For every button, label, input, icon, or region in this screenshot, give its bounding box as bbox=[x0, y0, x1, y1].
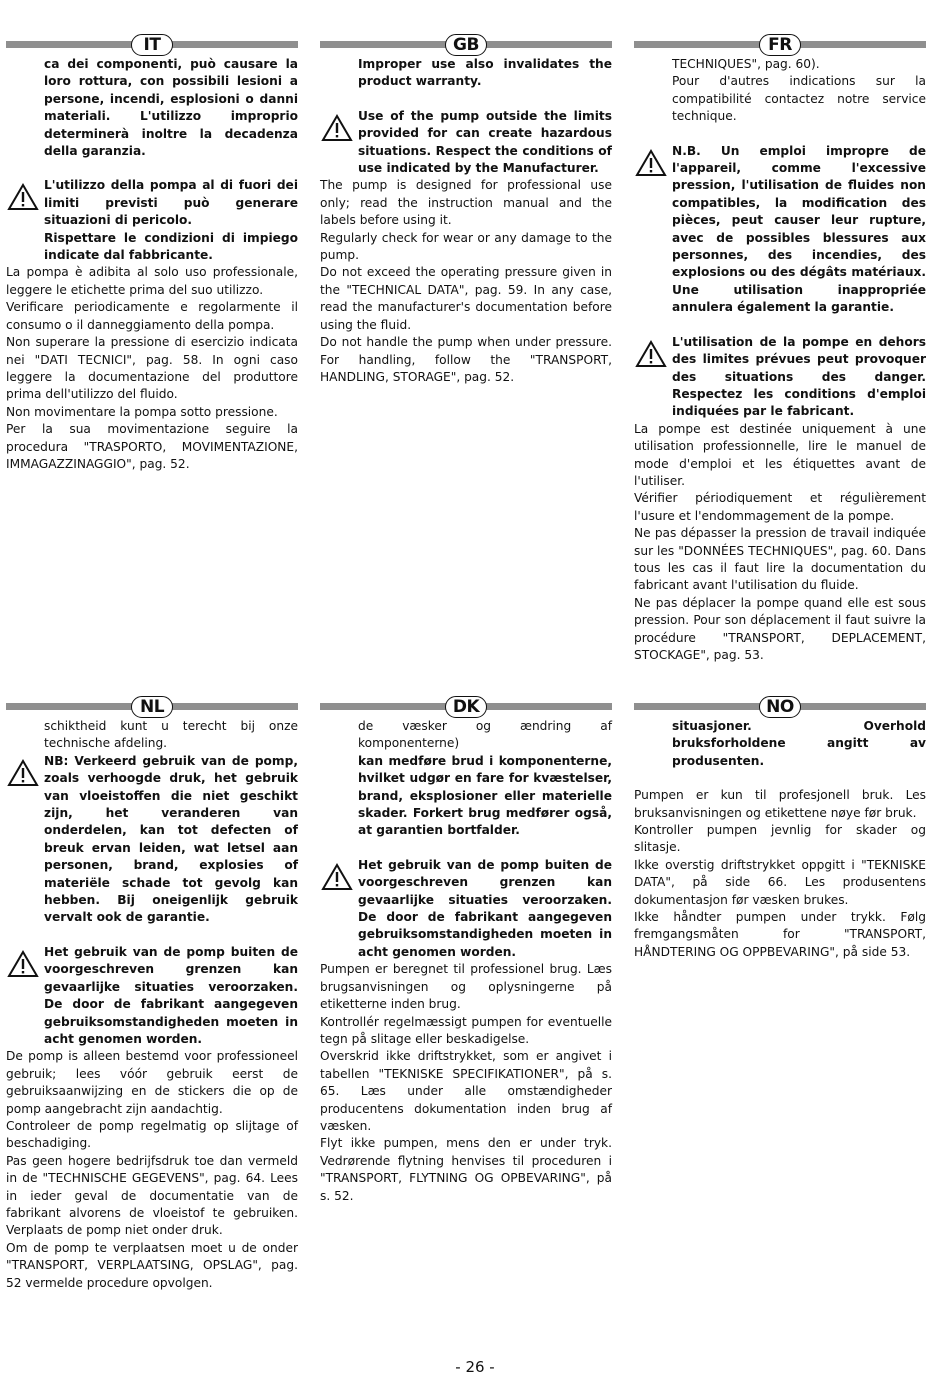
column-gb bbox=[320, 34, 612, 386]
warning-triangle-icon bbox=[321, 114, 353, 142]
paragraph: The pump is designed for professional use only; read the instruction manual and the labels before using it. bbox=[320, 178, 612, 228]
paragraph: Per la sua movimentazione seguire la procedura "TRASPORTO, MOVIMENTAZIONE, IMMAGAZZINAGGIO", pag. 52. bbox=[6, 422, 298, 471]
paragraph: Pumpen er kun til profesjonell bruk. Les bruksanvisningen og etikettene nøye før bruk. bbox=[634, 788, 926, 820]
warning-block bbox=[320, 108, 612, 178]
paragraph: de væsker og ændring af komponenterne) bbox=[358, 719, 612, 751]
section-header-nl bbox=[6, 696, 298, 718]
warning-text: Rispettare le condizioni di impiego indicate dal fabbricante. bbox=[44, 230, 298, 263]
section-header-it bbox=[6, 34, 298, 56]
warning-triangle-icon bbox=[7, 183, 39, 211]
paragraph: La pompa è adibita al solo uso professionale, leggere le etichette prima del suo utilizzo. bbox=[6, 265, 298, 297]
paragraph: Ikke håndter pumpen under trykk. Følg fremgangsmåten for "TRANSPORT, HÅNDTERING OG OPPBEVARING", på side 53. bbox=[634, 910, 926, 959]
column-dk bbox=[320, 696, 612, 1205]
warning-text: L'utilisation de la pompe en dehors des limites prévues peut provoquer des situations des danger. Respectez les conditions d'emploi indiquées par le fabricant. bbox=[672, 334, 926, 419]
paragraph: Pas geen hogere bedrijfsdruk toe dan vermeld in de "TECHNISCHE GEGEVENS", pag. 64. Lees in ieder geval de documentatie van de fabrikant alvorens de vloeistof te gebruiken. Verplaats de pomp niet onder druk. bbox=[6, 1153, 298, 1238]
paragraph: Controleer de pomp regelmatig op slijtage of beschadiging. bbox=[6, 1118, 298, 1151]
warning-text: Het gebruik van de pomp buiten de voorgeschreven grenzen kan gevaarlijke situaties veroorzaken. De door de fabrikant aangegeven gebruiksomstandigheden moeten in acht genomen worden. bbox=[44, 944, 298, 1046]
warning-block bbox=[6, 753, 298, 927]
paragraph: Pumpen er beregnet til professionel brug. Læs brugsanvisningen og oplysningerne på etiketterne inden brug. bbox=[320, 962, 612, 1012]
warning-text: N.B. Un emploi impropre de l'appareil, comme l'excessive pression, l'utilisation de fluides non compatibles, la modification des pièces, peut causer leur rupture, avec de possibles blessures aux personnes, des incendies, des explosions ou des dégâts matériaux. Une utilisation inappropriée annulera également la garantie. bbox=[672, 143, 926, 315]
language-badge-fr: FR bbox=[759, 34, 801, 56]
paragraph: Ne pas déplacer la pompe quand elle est sous pression. Pour son déplacement il faut suivre la procédure "TRANSPORT, DEPLACEMENT, STOCKAGE", pag. 53. bbox=[634, 595, 926, 662]
language-badge-no: NO bbox=[759, 696, 801, 718]
language-badge-it: IT bbox=[131, 34, 173, 56]
page-number: - 26 - bbox=[455, 1358, 495, 1376]
paragraph: Kontrollér regelmæssigt pumpen for eventuelle tegn på slitage eller beskadigelse. bbox=[320, 1014, 612, 1046]
column-nl bbox=[6, 696, 298, 1292]
section-header-gb bbox=[320, 34, 612, 56]
paragraph: Vérifier périodiquement et régulièrement l'usure et l'endommagement de la pompe. bbox=[634, 491, 926, 523]
paragraph: schiktheid kunt u terecht bij onze technische afdeling. bbox=[44, 719, 298, 751]
paragraph: Ne pas dépasser la pression de travail indiquée sur les "DONNÉES TECHNIQUES", pag. 60. Dans tous les cas il faut lire la documentation du fabricant avant l'utilisation du fluide. bbox=[634, 526, 926, 593]
warning-triangle-icon bbox=[635, 149, 667, 177]
paragraph: Do not handle the pump when under pressure. For handling, follow the "TRANSPORT, HANDLING, STORAGE", pag. 52. bbox=[320, 335, 612, 384]
section-header-no bbox=[634, 696, 926, 718]
paragraph: Overskrid ikke driftstrykket, som er angivet i tabellen "TEKNISKE SPECIFIKATIONER", på s. 65. Læs under alle omstændigheder producentens dokumentation inden brug af væsken. bbox=[320, 1049, 612, 1133]
warning-triangle-icon bbox=[635, 340, 667, 368]
warning-text: L'utilizzo della pompa al di fuori dei limiti previsti può generare situazioni di pericolo. bbox=[44, 178, 298, 228]
warning-block bbox=[320, 857, 612, 961]
paragraph: Verificare periodicamente e regolarmente il consumo o il danneggiamento della pompa. bbox=[6, 300, 298, 332]
paragraph: De pomp is alleen bestemd voor professioneel gebruik; lees vóór gebruik eerst de gebruiksaanwijzing en de stickers die op de pomp aangebracht zijn aandachtig. bbox=[6, 1049, 298, 1116]
paragraph: TECHNIQUES", pag. 60). bbox=[672, 57, 820, 71]
warning-block bbox=[6, 177, 298, 264]
warning-block bbox=[6, 944, 298, 1048]
paragraph: Flyt ikke pumpen, mens den er under tryk. Vedrørende flytning henvises til proceduren i "TRANSPORT, FLYTNING OG OPBEVARING", på s. 52. bbox=[320, 1136, 612, 1203]
language-badge-dk: DK bbox=[445, 696, 487, 718]
paragraph: situasjoner. Overhold bruksforholdene angitt av produsenten. bbox=[672, 719, 926, 768]
paragraph: Om de pomp te verplaatsen moet u de onder "TRANSPORT, VERPLAATSING, OPSLAG", pag. 52 vermelde procedure opvolgen. bbox=[6, 1240, 298, 1290]
paragraph: Do not exceed the operating pressure given in the "TECHNICAL DATA", pag. 59. In any case, read the manufacturer's documentation before using the fluid. bbox=[320, 265, 612, 332]
paragraph: Pour d'autres indications sur la compatibilité contactez notre service technique. bbox=[672, 74, 926, 124]
warning-triangle-icon bbox=[7, 950, 39, 978]
paragraph: Regularly check for wear or any damage to the pump. bbox=[320, 230, 612, 263]
column-it bbox=[6, 34, 298, 473]
paragraph: Kontroller pumpen jevnlig for skader og slitasje. bbox=[634, 823, 926, 855]
warning-text: Use of the pump outside the limits provided for can create hazardous situations. Respect the conditions of use indicated by the Manufacturer. bbox=[358, 108, 612, 176]
warning-triangle-icon bbox=[321, 863, 353, 891]
paragraph: ca dei componenti, può causare la loro rottura, con possibili lesioni a persone, incendi, esplosioni o danni materiali. L'utilizzo improprio determinerà inoltre la decadenza della garanzia. bbox=[44, 57, 298, 159]
warning-triangle-icon bbox=[7, 759, 39, 787]
warning-block bbox=[634, 334, 926, 421]
paragraph: Improper use also invalidates the product warranty. bbox=[358, 57, 612, 89]
column-no bbox=[634, 696, 926, 961]
section-header-dk bbox=[320, 696, 612, 718]
paragraph: Ikke overstig driftstrykket oppgitt i "TEKNISKE DATA", på side 66. Les produsentens dokumentasjon før væsken brukes. bbox=[634, 857, 926, 907]
paragraph: kan medføre brud i komponenterne, hvilket udgør en fare for kvæstelser, brand, eksplosioner eller materielle skader. Forkert brug medfører også, at garantien bortfalder. bbox=[358, 753, 612, 838]
language-badge-nl: NL bbox=[131, 696, 173, 718]
section-header-fr bbox=[634, 34, 926, 56]
language-badge-gb: GB bbox=[445, 34, 487, 56]
paragraph: Non movimentare la pompa sotto pressione. bbox=[6, 404, 278, 419]
paragraph: Non superare la pressione di esercizio indicata nei "DATI TECNICI", pag. 58. In ogni caso leggere la documentazione del produttore prima dell'utilizzo del fluido. bbox=[6, 335, 298, 402]
warning-text: NB: Verkeerd gebruik van de pomp, zoals verhoogde druk, het gebruik van vloeistoffen die niet geschikt zijn, het veranderen van onderdelen, kan tot defecten of breuk ervan leiden, wat letsel aan personen, brand, explosies of materiële schade tot gevolg kan hebben. Bij oneigenlijk gebruik vervalt ook de garantie. bbox=[44, 753, 298, 925]
paragraph: La pompe est destinée uniquement à une utilisation professionnelle, lire le manuel de mode d'emploi et les étiquettes avant de l'utiliser. bbox=[634, 421, 926, 488]
column-fr bbox=[634, 34, 926, 664]
warning-block bbox=[634, 143, 926, 317]
warning-text: Het gebruik van de pomp buiten de voorgeschreven grenzen kan gevaarlijke situaties veroorzaken. De door de fabrikant aangegeven gebruiksomstandigheden moeten in acht genomen worden. bbox=[358, 857, 612, 959]
